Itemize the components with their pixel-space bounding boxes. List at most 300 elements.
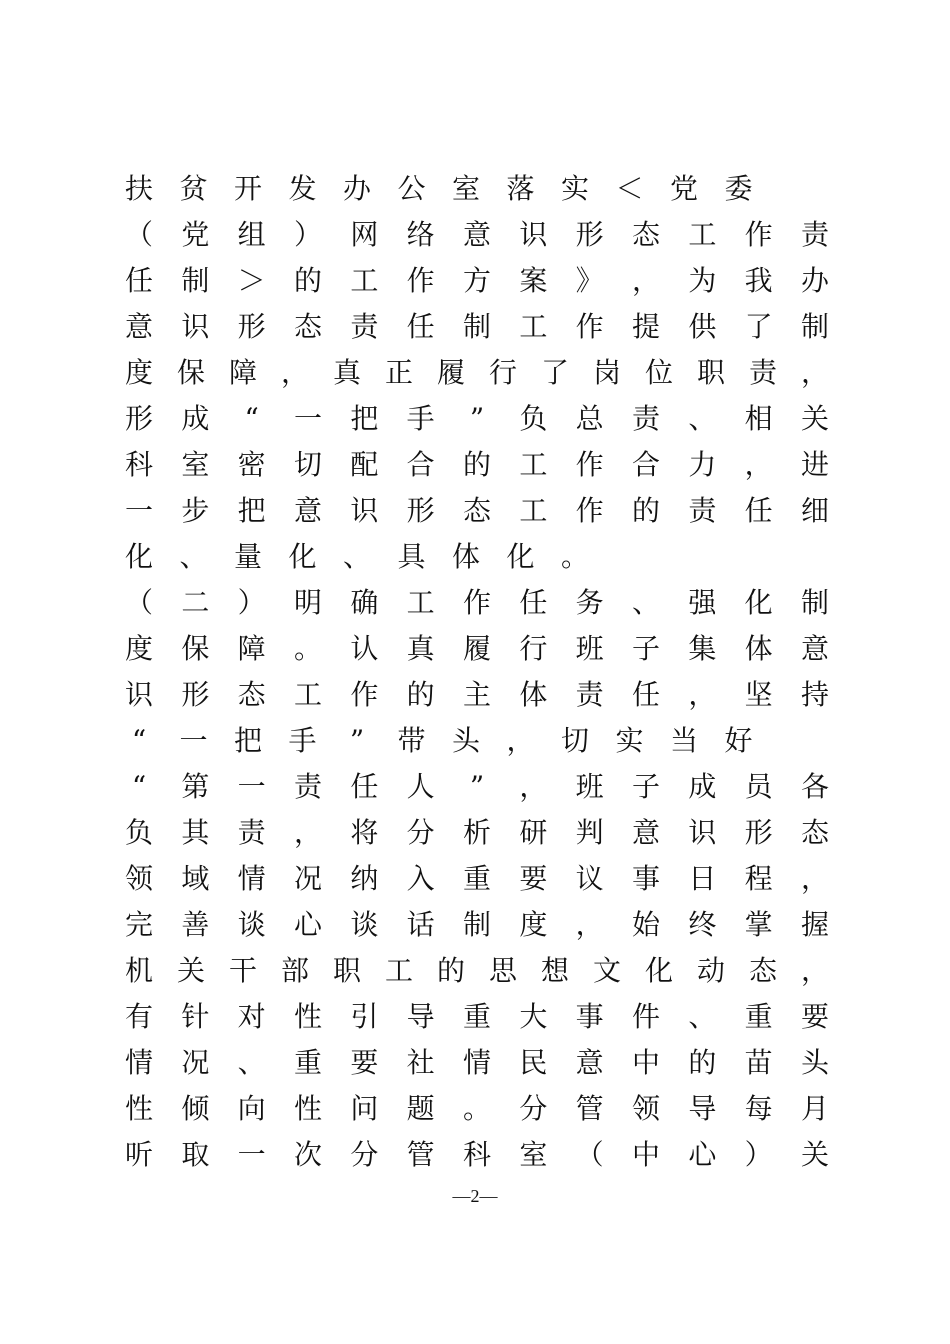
text-glyph: 的 [406, 678, 435, 711]
text-glyph: 始 [631, 908, 660, 941]
text-glyph: ， [280, 356, 309, 389]
text-glyph: ， [575, 908, 604, 941]
text-glyph: 取 [181, 1138, 210, 1171]
text-glyph: 度 [519, 908, 548, 941]
text-glyph: 工 [293, 678, 322, 711]
text-glyph: ， [800, 954, 829, 987]
text-glyph: 把 [237, 494, 266, 527]
text-glyph: 动 [696, 954, 725, 987]
text-glyph: 实 [560, 172, 589, 205]
text-glyph: 的 [293, 264, 322, 297]
text-glyph: 重 [462, 1000, 491, 1033]
text-glyph: 细 [800, 494, 829, 527]
text-glyph: 识 [124, 678, 153, 711]
text-glyph: 制 [462, 310, 491, 343]
text-glyph: 真 [332, 356, 361, 389]
text-glyph: 中 [631, 1138, 660, 1171]
text-glyph: 次 [293, 1138, 322, 1171]
text-glyph: “ [131, 724, 147, 757]
text-glyph: 切 [560, 724, 589, 757]
text-line [124, 674, 844, 720]
text-glyph: 党 [669, 172, 698, 205]
text-glyph: 任 [744, 494, 773, 527]
text-glyph: 具 [397, 540, 426, 573]
text-glyph: 务 [575, 586, 604, 619]
text-glyph: 手 [288, 724, 317, 757]
text-glyph: 履 [436, 356, 465, 389]
text-glyph: 民 [519, 1046, 548, 1079]
text-glyph: 每 [744, 1092, 773, 1125]
text-glyph: 社 [406, 1046, 435, 1079]
text-glyph: 带 [397, 724, 426, 757]
text-glyph: 、 [688, 1000, 717, 1033]
text-glyph: 议 [575, 862, 604, 895]
text-glyph: 意 [575, 1046, 604, 1079]
text-glyph: 强 [688, 586, 717, 619]
text-line [124, 950, 844, 996]
text-glyph: 重 [744, 1000, 773, 1033]
text-glyph: 行 [519, 632, 548, 665]
text-glyph: 化 [644, 954, 673, 987]
text-glyph: 识 [181, 310, 210, 343]
text-glyph: 工 [519, 448, 548, 481]
text-glyph: ， [631, 264, 660, 297]
text-glyph: ＞ [237, 264, 266, 297]
text-glyph: 量 [233, 540, 262, 573]
text-glyph: 况 [181, 1046, 210, 1079]
text-glyph: 行 [488, 356, 517, 389]
text-glyph: 合 [631, 448, 660, 481]
text-glyph: 分 [350, 1138, 379, 1171]
text-glyph: 密 [237, 448, 266, 481]
text-glyph: 制 [181, 264, 210, 297]
text-glyph: ＜ [615, 172, 644, 205]
text-line [124, 214, 844, 260]
text-glyph: 意 [631, 816, 660, 849]
text-glyph: ， [744, 448, 773, 481]
text-glyph: 发 [288, 172, 317, 205]
text-line [124, 168, 844, 214]
text-glyph: 形 [744, 816, 773, 849]
text-glyph: 月 [800, 1092, 829, 1125]
text-glyph: 工 [350, 264, 379, 297]
text-glyph: 意 [800, 632, 829, 665]
text-glyph: 了 [744, 310, 773, 343]
text-glyph: 为 [688, 264, 717, 297]
text-glyph: 当 [669, 724, 698, 757]
text-glyph: 有 [124, 1000, 153, 1033]
text-glyph: 制 [800, 586, 829, 619]
text-glyph: 程 [744, 862, 773, 895]
text-glyph: 意 [124, 310, 153, 343]
text-glyph: “ [244, 402, 259, 435]
text-glyph: 谈 [350, 908, 379, 941]
text-glyph: 一 [237, 770, 266, 803]
text-glyph: 负 [519, 402, 548, 435]
text-glyph: 办 [342, 172, 371, 205]
text-glyph: 主 [462, 678, 491, 711]
text-glyph: 好 [724, 724, 753, 757]
text-glyph: 制 [462, 908, 491, 941]
text-glyph: 真 [406, 632, 435, 665]
text-glyph: 态 [237, 678, 266, 711]
text-glyph: 工 [384, 954, 413, 987]
text-glyph: 化 [744, 586, 773, 619]
text-glyph: 性 [124, 1092, 153, 1125]
text-glyph: （ [124, 218, 153, 251]
text-glyph: 终 [688, 908, 717, 941]
text-glyph: 重 [293, 1046, 322, 1079]
text-glyph: 责 [575, 678, 604, 711]
text-glyph: 机 [124, 954, 153, 987]
text-glyph: 科 [124, 448, 153, 481]
text-glyph: 工 [406, 586, 435, 619]
text-glyph: 作 [575, 494, 604, 527]
text-line [124, 812, 844, 858]
text-line [124, 858, 844, 904]
text-glyph: 集 [688, 632, 717, 665]
text-glyph: 任 [406, 310, 435, 343]
text-glyph: 形 [124, 402, 153, 435]
text-glyph: 性 [293, 1092, 322, 1125]
text-glyph: 公 [397, 172, 426, 205]
text-glyph: 中 [631, 1046, 660, 1079]
text-glyph: 判 [575, 816, 604, 849]
text-glyph: 子 [631, 632, 660, 665]
text-glyph: 化 [288, 540, 317, 573]
text-glyph: 合 [406, 448, 435, 481]
text-glyph: 关 [800, 1138, 829, 1171]
text-glyph: 苗 [744, 1046, 773, 1079]
text-glyph: 关 [176, 954, 205, 987]
text-glyph: 入 [406, 862, 435, 895]
text-glyph: 、 [179, 540, 208, 573]
text-line [124, 398, 844, 444]
text-glyph: 委 [724, 172, 753, 205]
text-glyph: 题 [406, 1092, 435, 1125]
text-glyph: 管 [406, 1138, 435, 1171]
text-glyph: 识 [519, 218, 548, 251]
text-glyph: ， [293, 816, 322, 849]
text-glyph: 把 [233, 724, 262, 757]
text-glyph: 性 [293, 1000, 322, 1033]
text-glyph: 形 [575, 218, 604, 251]
text-glyph: 各 [800, 770, 829, 803]
text-line [124, 260, 844, 306]
text-glyph: 提 [631, 310, 660, 343]
text-line [124, 904, 844, 950]
text-glyph: 了 [540, 356, 569, 389]
text-glyph: 倾 [181, 1092, 210, 1125]
text-glyph: 形 [237, 310, 266, 343]
text-glyph: 责 [237, 816, 266, 849]
text-glyph: 况 [293, 862, 322, 895]
text-glyph: 网 [350, 218, 379, 251]
text-glyph: 作 [406, 264, 435, 297]
text-glyph: 进 [800, 448, 829, 481]
text-glyph: 案 [519, 264, 548, 297]
text-glyph: 持 [800, 678, 829, 711]
text-glyph: 态 [800, 816, 829, 849]
text-glyph: 切 [293, 448, 322, 481]
text-glyph: （ [575, 1138, 604, 1171]
text-glyph: 贫 [179, 172, 208, 205]
text-glyph: 一 [293, 402, 322, 435]
text-glyph: 导 [688, 1092, 717, 1125]
text-glyph: 组 [237, 218, 266, 251]
text-glyph: 重 [462, 862, 491, 895]
text-glyph: 日 [688, 862, 717, 895]
text-glyph: 干 [228, 954, 257, 987]
text-glyph: 完 [124, 908, 153, 941]
text-glyph: 总 [575, 402, 604, 435]
text-glyph: 要 [519, 862, 548, 895]
text-glyph: ） [744, 1138, 773, 1171]
text-glyph: 配 [350, 448, 379, 481]
text-glyph: 体 [744, 632, 773, 665]
text-glyph: 心 [688, 1138, 717, 1171]
text-glyph: 认 [350, 632, 379, 665]
text-glyph: 履 [462, 632, 491, 665]
text-glyph: ” [469, 770, 485, 803]
text-glyph: 任 [350, 770, 379, 803]
text-glyph: 析 [462, 816, 491, 849]
text-glyph: 要 [350, 1046, 379, 1079]
text-glyph: 职 [696, 356, 725, 389]
text-glyph: 障 [237, 632, 266, 665]
text-glyph: 实 [615, 724, 644, 757]
text-glyph: 确 [350, 586, 379, 619]
text-glyph: 、 [342, 540, 371, 573]
text-glyph: 态 [293, 310, 322, 343]
text-glyph: 位 [644, 356, 673, 389]
text-glyph: 子 [631, 770, 660, 803]
text-glyph: 方 [462, 264, 491, 297]
text-glyph: ” [349, 724, 365, 757]
text-glyph: 态 [748, 954, 777, 987]
text-glyph: 态 [631, 218, 660, 251]
text-glyph: 向 [237, 1092, 266, 1125]
text-glyph: 意 [293, 494, 322, 527]
text-glyph: 部 [280, 954, 309, 987]
text-glyph: 明 [293, 586, 322, 619]
text-glyph: 情 [124, 1046, 153, 1079]
text-glyph: 一 [124, 494, 153, 527]
text-glyph: ， [688, 678, 717, 711]
text-glyph: 意 [462, 218, 491, 251]
text-glyph: 工 [688, 218, 717, 251]
text-glyph: 障 [228, 356, 257, 389]
text-glyph: 。 [560, 540, 589, 573]
text-glyph: 正 [384, 356, 413, 389]
text-glyph: 职 [332, 954, 361, 987]
text-glyph: ， [506, 724, 535, 757]
text-glyph: 作 [575, 310, 604, 343]
text-line [124, 1042, 844, 1088]
text-glyph: 话 [406, 908, 435, 941]
text-glyph: 》 [575, 264, 604, 297]
text-glyph: 班 [575, 770, 604, 803]
text-glyph: 度 [124, 632, 153, 665]
text-glyph: 情 [462, 1046, 491, 1079]
text-glyph: 作 [462, 586, 491, 619]
text-glyph: 供 [688, 310, 717, 343]
text-glyph: 纳 [350, 862, 379, 895]
text-glyph: 事 [575, 1000, 604, 1033]
text-glyph: 步 [181, 494, 210, 527]
page-number: —2— [452, 1186, 498, 1206]
text-glyph: 形 [181, 678, 210, 711]
text-glyph: ” [469, 402, 485, 435]
text-glyph: 对 [237, 1000, 266, 1033]
text-glyph: 度 [124, 356, 153, 389]
text-glyph: 管 [575, 1092, 604, 1125]
text-glyph: 科 [462, 1138, 491, 1171]
text-glyph: 班 [575, 632, 604, 665]
text-line [124, 628, 844, 674]
text-glyph: 落 [506, 172, 535, 205]
text-glyph: 一 [179, 724, 208, 757]
text-glyph: 责 [631, 402, 660, 435]
text-glyph: 手 [406, 402, 435, 435]
text-glyph: 要 [800, 1000, 829, 1033]
text-glyph: 领 [631, 1092, 660, 1125]
text-glyph: 。 [293, 632, 322, 665]
text-glyph: 头 [800, 1046, 829, 1079]
text-glyph: 力 [688, 448, 717, 481]
text-glyph: 责 [688, 494, 717, 527]
text-glyph: 保 [176, 356, 205, 389]
text-glyph: 态 [462, 494, 491, 527]
text-glyph: 作 [350, 678, 379, 711]
text-glyph: 责 [293, 770, 322, 803]
text-glyph: 第 [181, 770, 210, 803]
text-glyph: ， [800, 356, 829, 389]
text-glyph: 听 [124, 1138, 153, 1171]
text-glyph: 体 [451, 540, 480, 573]
text-glyph: 、 [237, 1046, 266, 1079]
text-glyph: 责 [748, 356, 777, 389]
text-glyph: 。 [462, 1092, 491, 1125]
text-glyph: 一 [237, 1138, 266, 1171]
text-glyph: 关 [800, 402, 829, 435]
text-glyph: 头 [451, 724, 480, 757]
text-glyph: 作 [575, 448, 604, 481]
text-glyph: 室 [451, 172, 480, 205]
text-glyph: 作 [744, 218, 773, 251]
text-glyph: 我 [744, 264, 773, 297]
text-glyph: 事 [631, 862, 660, 895]
text-glyph: 善 [181, 908, 210, 941]
text-glyph: 制 [800, 310, 829, 343]
text-glyph: 的 [462, 448, 491, 481]
text-glyph: 络 [406, 218, 435, 251]
text-line [124, 536, 844, 582]
text-glyph: 室 [519, 1138, 548, 1171]
text-line [124, 582, 844, 628]
text-glyph: 掌 [744, 908, 773, 941]
text-glyph: 谈 [237, 908, 266, 941]
text-glyph: 工 [519, 310, 548, 343]
text-glyph: 将 [350, 816, 379, 849]
text-glyph: ， [519, 770, 548, 803]
text-glyph: 室 [181, 448, 210, 481]
text-glyph: 化 [506, 540, 535, 573]
text-glyph: 问 [350, 1092, 379, 1125]
text-glyph: 握 [800, 908, 829, 941]
text-glyph: 形 [406, 494, 435, 527]
text-glyph: 相 [744, 402, 773, 435]
text-glyph: 领 [124, 862, 153, 895]
text-glyph: 负 [124, 816, 153, 849]
text-glyph: 化 [124, 540, 153, 573]
text-line [124, 1088, 844, 1134]
text-glyph: 、 [688, 402, 717, 435]
text-glyph: 引 [350, 1000, 379, 1033]
text-line [124, 490, 844, 536]
text-glyph: 识 [350, 494, 379, 527]
text-glyph: ， [800, 862, 829, 895]
text-glyph: 员 [744, 770, 773, 803]
text-glyph: （ [124, 586, 153, 619]
text-glyph: 识 [688, 816, 717, 849]
text-glyph: 的 [688, 1046, 717, 1079]
text-glyph: 办 [800, 264, 829, 297]
text-glyph: 成 [688, 770, 717, 803]
text-glyph: 二 [181, 586, 210, 619]
text-glyph: 的 [631, 494, 660, 527]
text-glyph: 思 [488, 954, 517, 987]
text-glyph: 分 [406, 816, 435, 849]
text-glyph: 工 [519, 494, 548, 527]
text-glyph: 任 [124, 264, 153, 297]
text-glyph: 大 [519, 1000, 548, 1033]
text-line [124, 996, 844, 1042]
text-glyph: 成 [181, 402, 210, 435]
text-glyph: 党 [181, 218, 210, 251]
text-glyph: 责 [800, 218, 829, 251]
text-line [124, 1134, 844, 1180]
text-glyph: 针 [181, 1000, 210, 1033]
text-glyph: 保 [181, 632, 210, 665]
text-glyph: 责 [350, 310, 379, 343]
text-line [124, 352, 844, 398]
text-glyph: 任 [519, 586, 548, 619]
text-line [124, 306, 844, 352]
text-glyph: 文 [592, 954, 621, 987]
text-glyph: 、 [631, 586, 660, 619]
text-glyph: 岗 [592, 356, 621, 389]
text-glyph: 分 [519, 1092, 548, 1125]
text-glyph: ） [293, 218, 322, 251]
text-glyph: 人 [406, 770, 435, 803]
text-glyph: 域 [181, 862, 210, 895]
text-glyph: 的 [436, 954, 465, 987]
text-line [124, 766, 844, 812]
text-glyph: 导 [406, 1000, 435, 1033]
text-glyph: 其 [181, 816, 210, 849]
text-glyph: “ [131, 770, 147, 803]
text-glyph: 研 [519, 816, 548, 849]
text-glyph: ） [237, 586, 266, 619]
text-line [124, 720, 844, 766]
text-glyph: 心 [293, 908, 322, 941]
text-glyph: 把 [350, 402, 379, 435]
text-glyph: 件 [631, 1000, 660, 1033]
body-text [124, 168, 844, 1180]
text-glyph: 体 [519, 678, 548, 711]
text-glyph: 情 [237, 862, 266, 895]
